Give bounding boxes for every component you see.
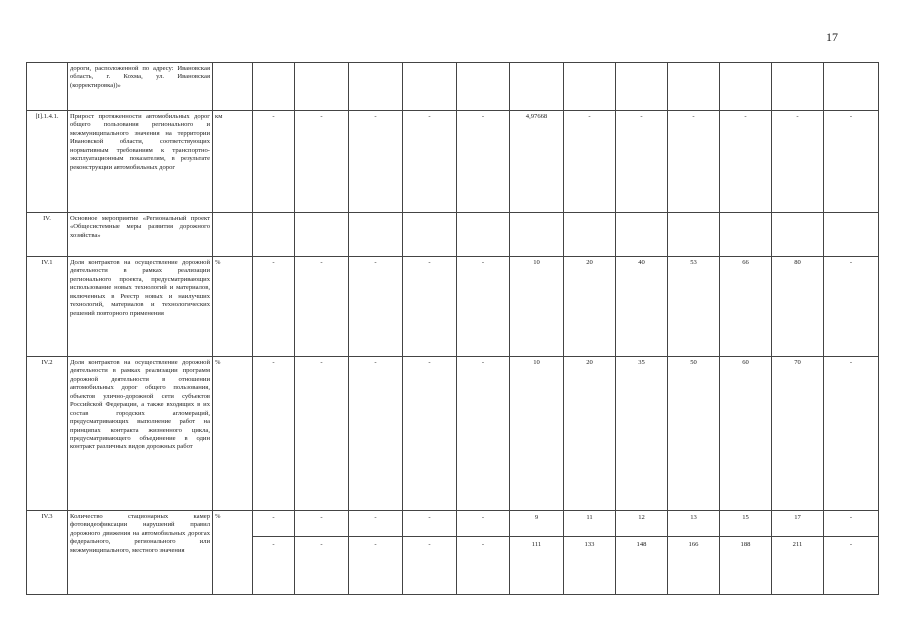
value-cell: - xyxy=(481,541,485,548)
value-cell xyxy=(668,213,720,257)
value-cell: - xyxy=(253,257,295,357)
value-cell-split xyxy=(510,511,564,595)
value-cell: - xyxy=(320,541,323,548)
row-unit: км xyxy=(213,111,253,213)
value-cell: - xyxy=(403,357,457,511)
value-cell: 166 xyxy=(688,541,699,548)
value-cell: 80 xyxy=(772,257,824,357)
value-cell-split xyxy=(616,511,668,595)
row-description: Основное мероприятие «Региональный проект «Общесистемные меры развития дорожного хозяйства» xyxy=(68,213,213,257)
row-number: IV.2 xyxy=(27,357,68,511)
value-cell: - xyxy=(349,511,402,537)
value-cell: - xyxy=(349,357,403,511)
value-cell: - xyxy=(272,541,275,548)
value-cell-split xyxy=(720,511,772,595)
value-cell xyxy=(720,63,772,111)
row-number: IV.1 xyxy=(27,257,68,357)
value-cell xyxy=(772,213,824,257)
value-cell-split xyxy=(668,511,720,595)
value-cell: - xyxy=(824,357,879,511)
value-cell: 70 xyxy=(772,357,824,511)
row-description: Доля контрактов на осуществление дорожной деятельности в рамках реализации регионального проекта, предусматривающих использование новых технологий и материалов, включенных в Реестр новых и наилучших технологий, материалов и технологических решений повторного применения xyxy=(68,257,213,357)
value-cell xyxy=(457,213,510,257)
value-cell xyxy=(616,63,668,111)
value-cell: - xyxy=(253,357,295,511)
value-cell: - xyxy=(403,257,457,357)
value-cell: - xyxy=(824,257,879,357)
value-cell xyxy=(403,63,457,111)
value-cell: - xyxy=(616,111,668,213)
row-number: IV.3 xyxy=(27,511,68,595)
value-cell: - xyxy=(403,511,456,537)
row-unit: % xyxy=(213,511,253,595)
value-cell-split xyxy=(295,511,349,595)
value-cell-split xyxy=(403,511,457,595)
value-cell xyxy=(295,213,349,257)
value-cell: - xyxy=(253,511,294,537)
value-cell: 111 xyxy=(531,541,542,548)
value-cell xyxy=(564,63,616,111)
value-cell: 53 xyxy=(668,257,720,357)
value-cell: - xyxy=(349,111,403,213)
value-cell: - xyxy=(457,357,510,511)
value-cell xyxy=(510,63,564,111)
value-cell: - xyxy=(295,111,349,213)
value-cell: - xyxy=(720,111,772,213)
value-cell: 20 xyxy=(564,357,616,511)
value-cell-split xyxy=(349,511,403,595)
value-cell xyxy=(253,213,295,257)
row-description: Количество стационарных камер фотовидеофиксации нарушений правил дорожного движения на автомобильных дорогах федерального, регионального или межмуниципального, местного значения xyxy=(68,511,213,595)
value-cell: 10 xyxy=(510,357,564,511)
value-cell: - xyxy=(295,257,349,357)
value-cell: 35 xyxy=(616,357,668,511)
value-cell: 148 xyxy=(636,541,647,548)
value-cell xyxy=(253,63,295,111)
value-cell: - xyxy=(295,511,348,537)
row-description: Прирост протяженности автомобильных дорог общего пользования регионального и межмуниципального значения на территории Ивановской области, соответствующих нормативным требованиям к транспортно-эксплуатационным показателям, в результате реконструкции автомобильных дорог xyxy=(68,111,213,213)
value-cell: - xyxy=(428,541,431,548)
value-cell: 60 xyxy=(720,357,772,511)
value-cell: - xyxy=(403,111,457,213)
value-cell: - xyxy=(564,111,616,213)
value-cell: - xyxy=(374,541,377,548)
row-unit: % xyxy=(213,257,253,357)
value-cell: - xyxy=(824,111,879,213)
value-cell xyxy=(616,213,668,257)
indicators-table xyxy=(26,62,879,595)
value-cell-split xyxy=(772,511,824,595)
value-cell xyxy=(668,63,720,111)
value-cell: - xyxy=(457,111,510,213)
value-cell: 20 xyxy=(564,257,616,357)
page-number: 17 xyxy=(826,30,838,44)
value-cell-split xyxy=(824,511,879,595)
value-cell xyxy=(824,213,879,257)
value-cell: - xyxy=(849,541,853,548)
table-row xyxy=(27,511,879,595)
value-cell: - xyxy=(457,511,509,537)
value-cell: 211 xyxy=(792,541,803,548)
value-cell: 4,97668 xyxy=(510,111,564,213)
value-cell: 188 xyxy=(740,541,751,548)
value-cell xyxy=(510,213,564,257)
row-number: IV. xyxy=(27,213,68,257)
row-description: дороги, расположенной по адресу: Ивановская область, г. Кохма, ул. Ивановская (корректировка))» xyxy=(68,63,213,111)
value-cell xyxy=(457,63,510,111)
value-cell: 66 xyxy=(720,257,772,357)
table-row xyxy=(27,111,879,213)
value-cell: 9 xyxy=(510,511,563,537)
value-cell xyxy=(295,63,349,111)
value-cell: 17 xyxy=(772,511,823,537)
value-cell xyxy=(824,63,879,111)
value-cell: - xyxy=(253,111,295,213)
row-unit xyxy=(213,63,253,111)
row-unit xyxy=(213,213,253,257)
value-cell: 10 xyxy=(510,257,564,357)
row-number: [I].1.4.1. xyxy=(27,111,68,213)
value-cell xyxy=(349,213,403,257)
value-cell: 15 xyxy=(720,511,771,537)
value-cell: 11 xyxy=(564,511,615,537)
value-cell: - xyxy=(772,111,824,213)
value-cell-split xyxy=(253,511,295,595)
value-cell: - xyxy=(295,357,349,511)
row-number xyxy=(27,63,68,111)
table-row xyxy=(27,357,879,511)
row-unit: % xyxy=(213,357,253,511)
value-cell: 133 xyxy=(584,541,595,548)
table-row xyxy=(27,213,879,257)
value-cell xyxy=(720,213,772,257)
value-cell-split xyxy=(457,511,510,595)
value-cell: 12 xyxy=(616,511,667,537)
value-cell: 40 xyxy=(616,257,668,357)
table-row xyxy=(27,257,879,357)
value-cell: 13 xyxy=(668,511,719,537)
value-cell: - xyxy=(457,257,510,357)
value-cell: - xyxy=(668,111,720,213)
value-cell xyxy=(564,213,616,257)
value-cell: 50 xyxy=(668,357,720,511)
row-description: Доля контрактов на осуществление дорожной деятельности в рамках реализации программ дорожной деятельности в отношении автомобильных дорог общего пользования, объектов улично-дорожной сети субъектов Российской Федерации, а также входящих в их состав городских агломераций, предусматривающих выполнение работ на принципах контракта жизненного цикла, предусматривающего объединение в один контракт различных видов дорожных работ xyxy=(68,357,213,511)
value-cell-split xyxy=(564,511,616,595)
value-cell xyxy=(403,213,457,257)
value-cell: - xyxy=(349,257,403,357)
value-cell: - xyxy=(824,511,878,537)
value-cell xyxy=(772,63,824,111)
table-row xyxy=(27,63,879,111)
value-cell xyxy=(349,63,403,111)
